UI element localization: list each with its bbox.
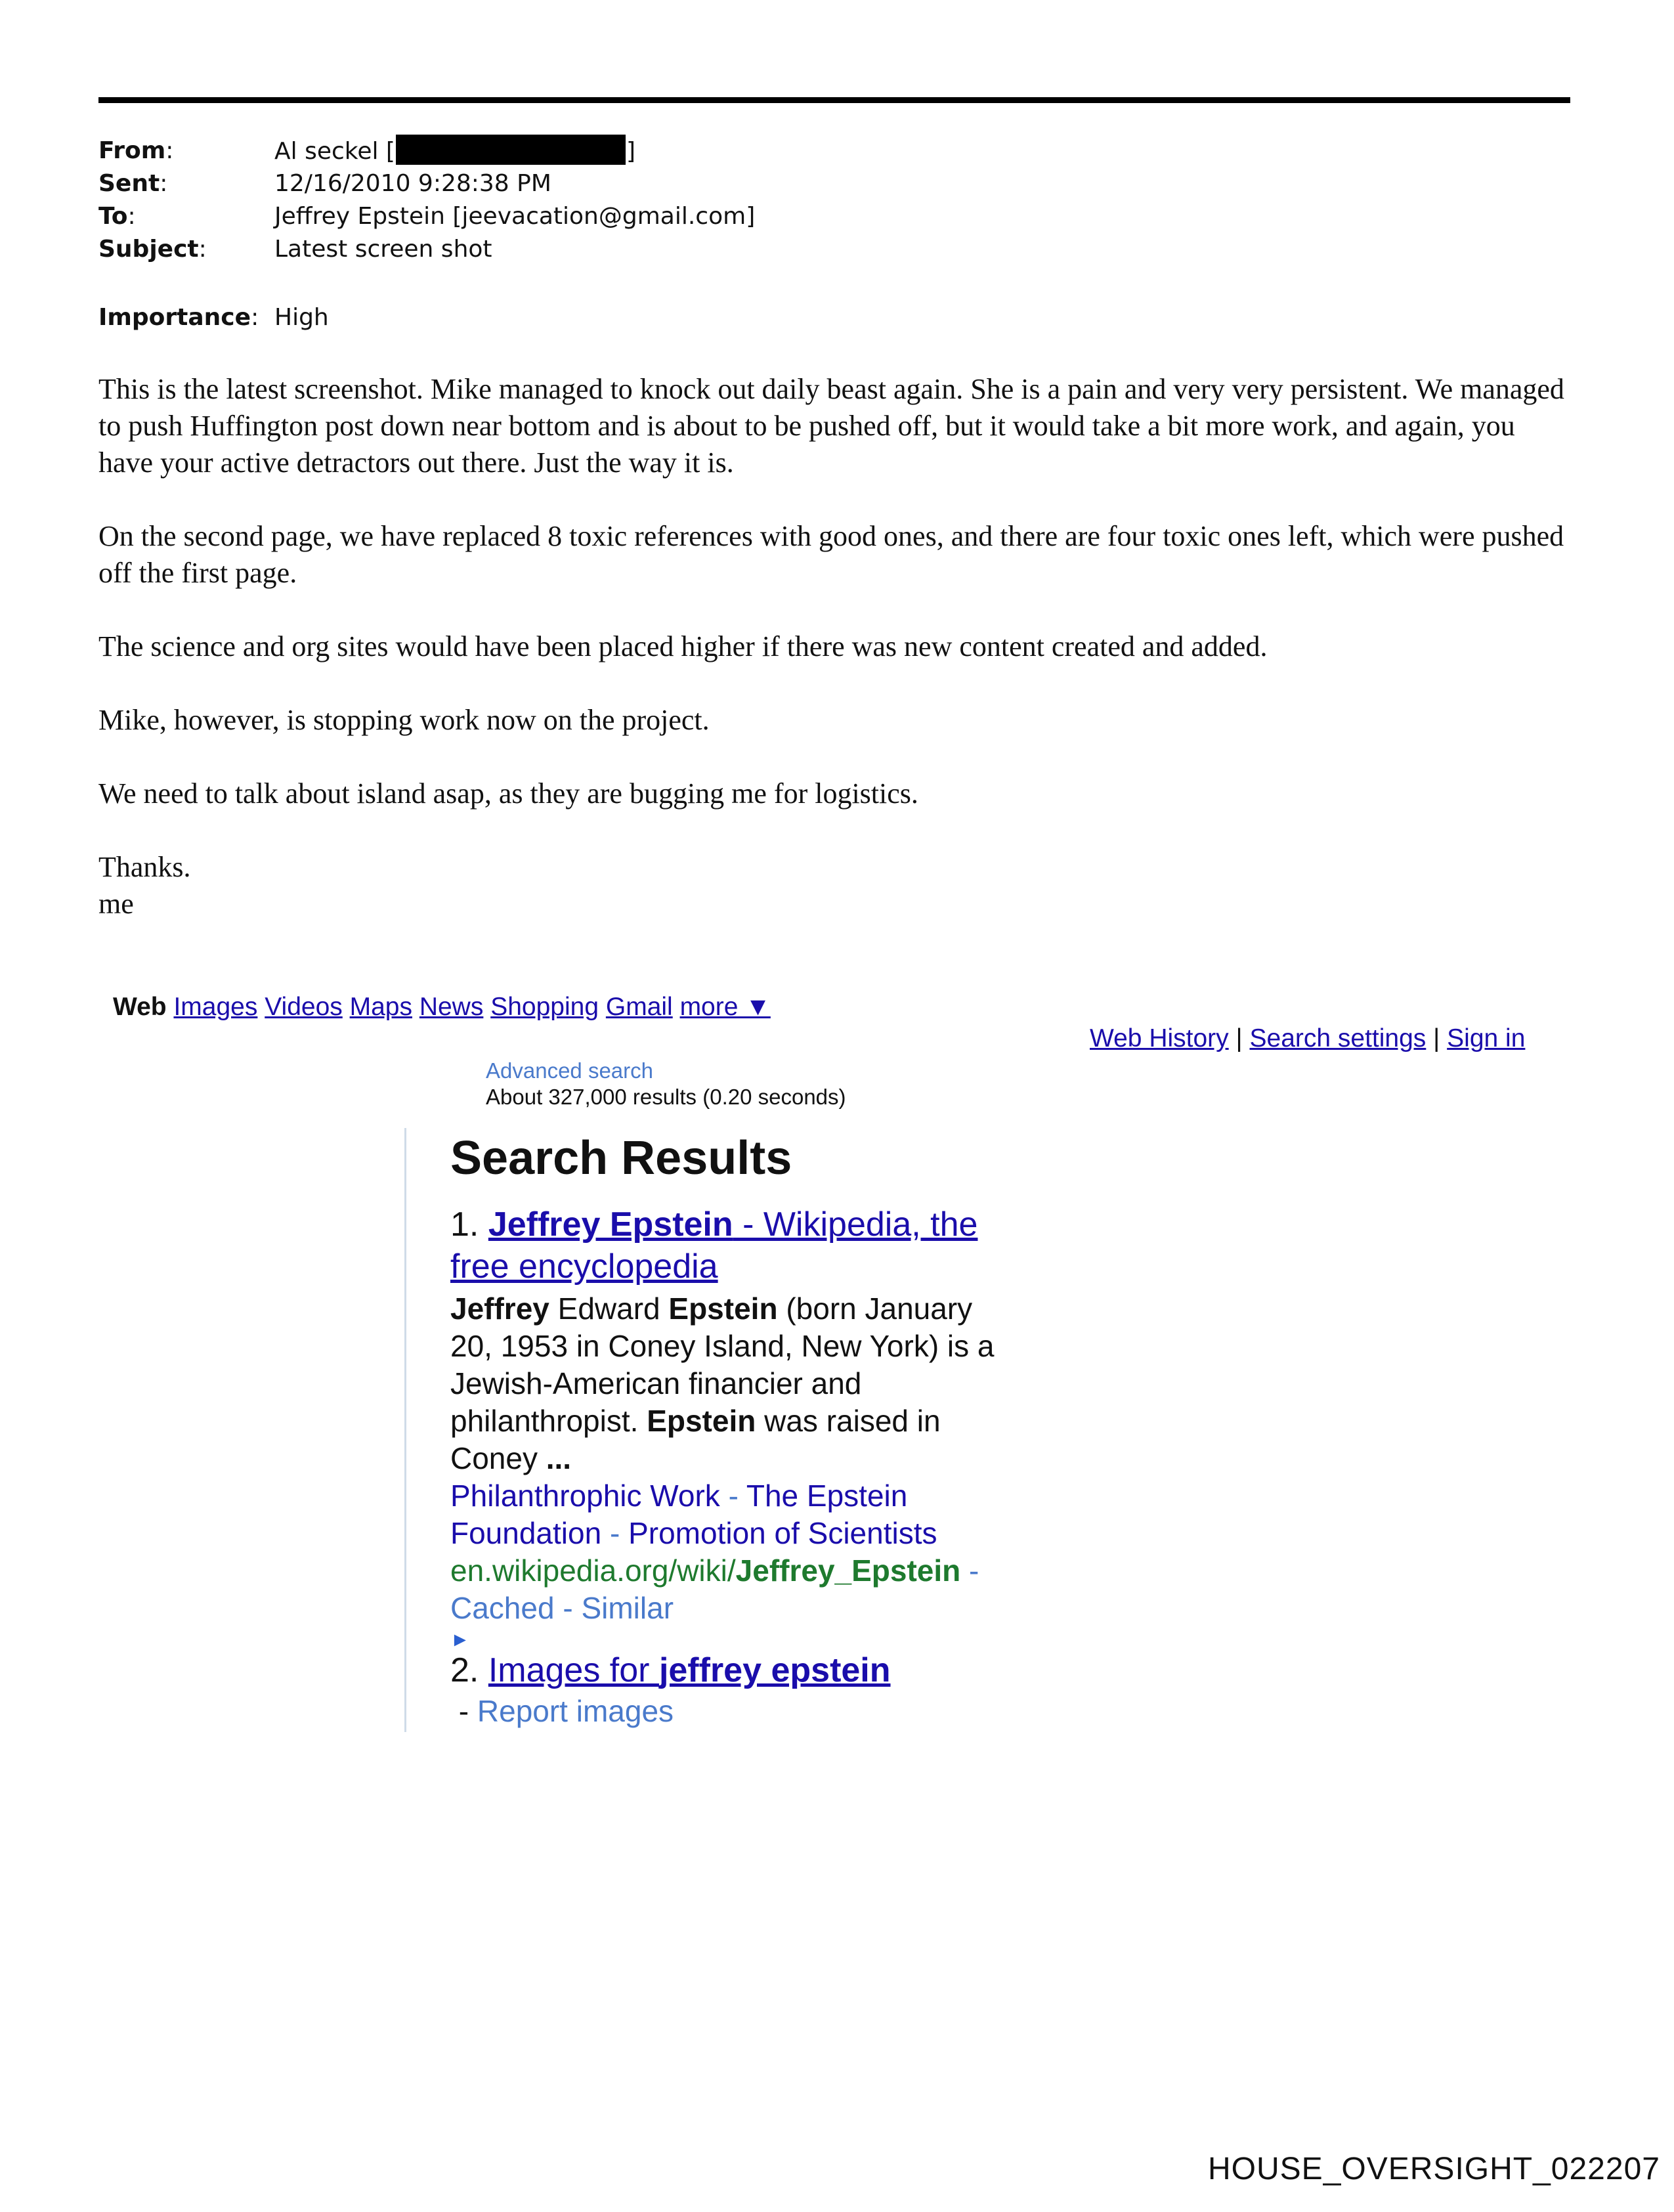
result-1-link[interactable]: [488, 1205, 978, 1244]
to-value: Jeffrey Epstein [jeevacation@gmail.com]: [274, 203, 756, 230]
email-header: [98, 135, 886, 305]
from-label: From: [98, 137, 166, 164]
sign-in-link[interactable]: Sign in: [1447, 1024, 1526, 1052]
result-1-sitelinks: [450, 1477, 979, 1653]
advanced-search-link[interactable]: Advanced search: [486, 1058, 653, 1083]
paragraph-3: The science and org sites would have been placed higher if there was new content created and added.: [98, 630, 1268, 662]
results-heading: Search Results: [450, 1132, 792, 1184]
paragraph-4: Mike, however, is stopping work now on the project.: [98, 704, 710, 736]
sitelink-line: [450, 1515, 979, 1552]
web-history-link[interactable]: Web History: [1090, 1024, 1229, 1052]
nav-videos[interactable]: Videos: [265, 993, 343, 1021]
result-2-link[interactable]: [488, 1651, 891, 1689]
result-2-title-prefix: Images for: [488, 1651, 659, 1689]
snippet-text: Coney: [450, 1441, 546, 1475]
subject-value: Latest screen shot: [274, 236, 492, 263]
url-suffix: -: [960, 1553, 979, 1588]
link-separator: -: [554, 1591, 582, 1625]
result-1-link-line2[interactable]: free encyclopedia: [450, 1247, 718, 1286]
result-2-title: [450, 1649, 891, 1691]
to-colon: :: [127, 203, 136, 230]
sitelink-promotion-of-scientists[interactable]: Promotion of Scientists: [628, 1516, 937, 1550]
nav-maps[interactable]: Maps: [349, 993, 412, 1021]
separator: |: [1235, 1024, 1243, 1052]
bates-number: HOUSE_OVERSIGHT_022207: [1208, 2152, 1660, 2186]
from-value-suffix: ]: [626, 138, 636, 165]
from-value-prefix: Al seckel [: [274, 138, 395, 165]
paragraph-5: We need to talk about island asap, as they are bugging me for logistics.: [98, 777, 918, 810]
cached-similar-line: [450, 1590, 979, 1627]
result-1-title-line2: [450, 1246, 718, 1288]
importance-label: Importance: [98, 304, 251, 331]
to-label: To: [98, 203, 128, 230]
preview-arrow-icon[interactable]: ►: [450, 1629, 470, 1651]
url-bold: Jeffrey_Epstein: [735, 1553, 961, 1588]
sitelink-the-epstein[interactable]: The Epstein: [746, 1479, 908, 1513]
sitelink-separator: -: [601, 1516, 629, 1550]
cached-link[interactable]: Cached: [450, 1591, 555, 1625]
snippet-line: [450, 1402, 995, 1440]
snippet-bold: Jeffrey: [450, 1291, 549, 1326]
snippet-bold: Epstein: [668, 1291, 778, 1326]
result-1-title: [450, 1204, 977, 1246]
snippet-line: [450, 1290, 995, 1328]
redaction-box: [396, 135, 626, 165]
header-rule: [98, 97, 1570, 103]
snippet-text: (born January: [777, 1291, 973, 1326]
from-row: [98, 135, 173, 167]
result-stats: About 327,000 results (0.20 seconds): [486, 1085, 846, 1109]
search-settings-link[interactable]: Search settings: [1249, 1024, 1427, 1052]
result-1-snippet: [450, 1290, 995, 1477]
signoff: Thanks.: [98, 851, 191, 883]
top-right-links: [1090, 1024, 1525, 1053]
report-images-line: [450, 1693, 674, 1730]
snippet-bold: ...: [546, 1441, 572, 1475]
sent-value: 12/16/2010 9:28:38 PM: [274, 170, 551, 197]
nav-more-dropdown[interactable]: more ▼: [679, 993, 771, 1021]
subject-row: [98, 233, 207, 266]
url-prefix: en.wikipedia.org/wiki/: [450, 1553, 736, 1588]
subject-label: Subject: [98, 236, 199, 263]
paragraph-1: This is the latest screenshot. Mike managed to knock out daily beast again. She is a pain and very very persistent. We managed to push Huffington post down near bottom and is about to be pushed off, but it would take a bit more work, and again, you have your active detractors out there. Just the way it is.: [98, 373, 1564, 479]
result-2-title-bold: jeffrey epstein: [658, 1651, 891, 1689]
sitelink-foundation[interactable]: Foundation: [450, 1516, 602, 1550]
search-nav-bar: [113, 993, 771, 1022]
sent-row: [98, 167, 167, 200]
sitelink-philanthropic-work[interactable]: Philanthrophic Work: [450, 1479, 720, 1513]
snippet-text: philanthropist.: [450, 1404, 647, 1438]
snippet-text: Edward: [549, 1291, 669, 1326]
paragraph-2: On the second page, we have replaced 8 toxic references with good ones, and there are four toxic ones left, which were pushed off the first page.: [98, 520, 1564, 589]
result-number: 1.: [450, 1205, 479, 1244]
snippet-line: Jewish-American financier and: [450, 1366, 862, 1400]
signature: me: [98, 888, 134, 920]
results-divider: [404, 1128, 406, 1732]
snippet-line: 20, 1953 in Coney Island, New York) is a: [450, 1329, 995, 1363]
nav-news[interactable]: News: [419, 993, 484, 1021]
nav-web: Web: [113, 993, 167, 1021]
to-row: [98, 200, 136, 233]
from-value: [274, 135, 635, 168]
nav-gmail[interactable]: Gmail: [605, 993, 673, 1021]
importance-block: [98, 301, 624, 336]
snippet-line: [450, 1440, 995, 1477]
snippet-bold: Epstein: [647, 1404, 756, 1438]
sent-label: Sent: [98, 170, 160, 197]
importance-colon: :: [251, 304, 259, 331]
sitelink-line: [450, 1477, 979, 1515]
sent-colon: :: [160, 170, 168, 197]
snippet-text: was raised in: [756, 1404, 941, 1438]
result-1-title-rest: - Wikipedia, the: [733, 1205, 978, 1244]
report-prefix: -: [450, 1694, 477, 1728]
nav-shopping[interactable]: Shopping: [490, 993, 599, 1021]
from-colon: :: [165, 137, 174, 164]
result-number: 2.: [450, 1651, 479, 1689]
subject-colon: :: [198, 236, 207, 263]
nav-images[interactable]: Images: [173, 993, 258, 1021]
importance-row: [98, 301, 259, 334]
report-images-link[interactable]: Report images: [477, 1694, 674, 1728]
result-1-title-bold: Jeffrey Epstein: [488, 1205, 733, 1244]
separator: |: [1433, 1024, 1440, 1052]
email-body: [98, 371, 1576, 922]
result-1-url: [450, 1552, 979, 1590]
sitelink-separator: -: [719, 1479, 746, 1513]
importance-value: High: [274, 304, 329, 331]
similar-link[interactable]: Similar: [581, 1591, 674, 1625]
